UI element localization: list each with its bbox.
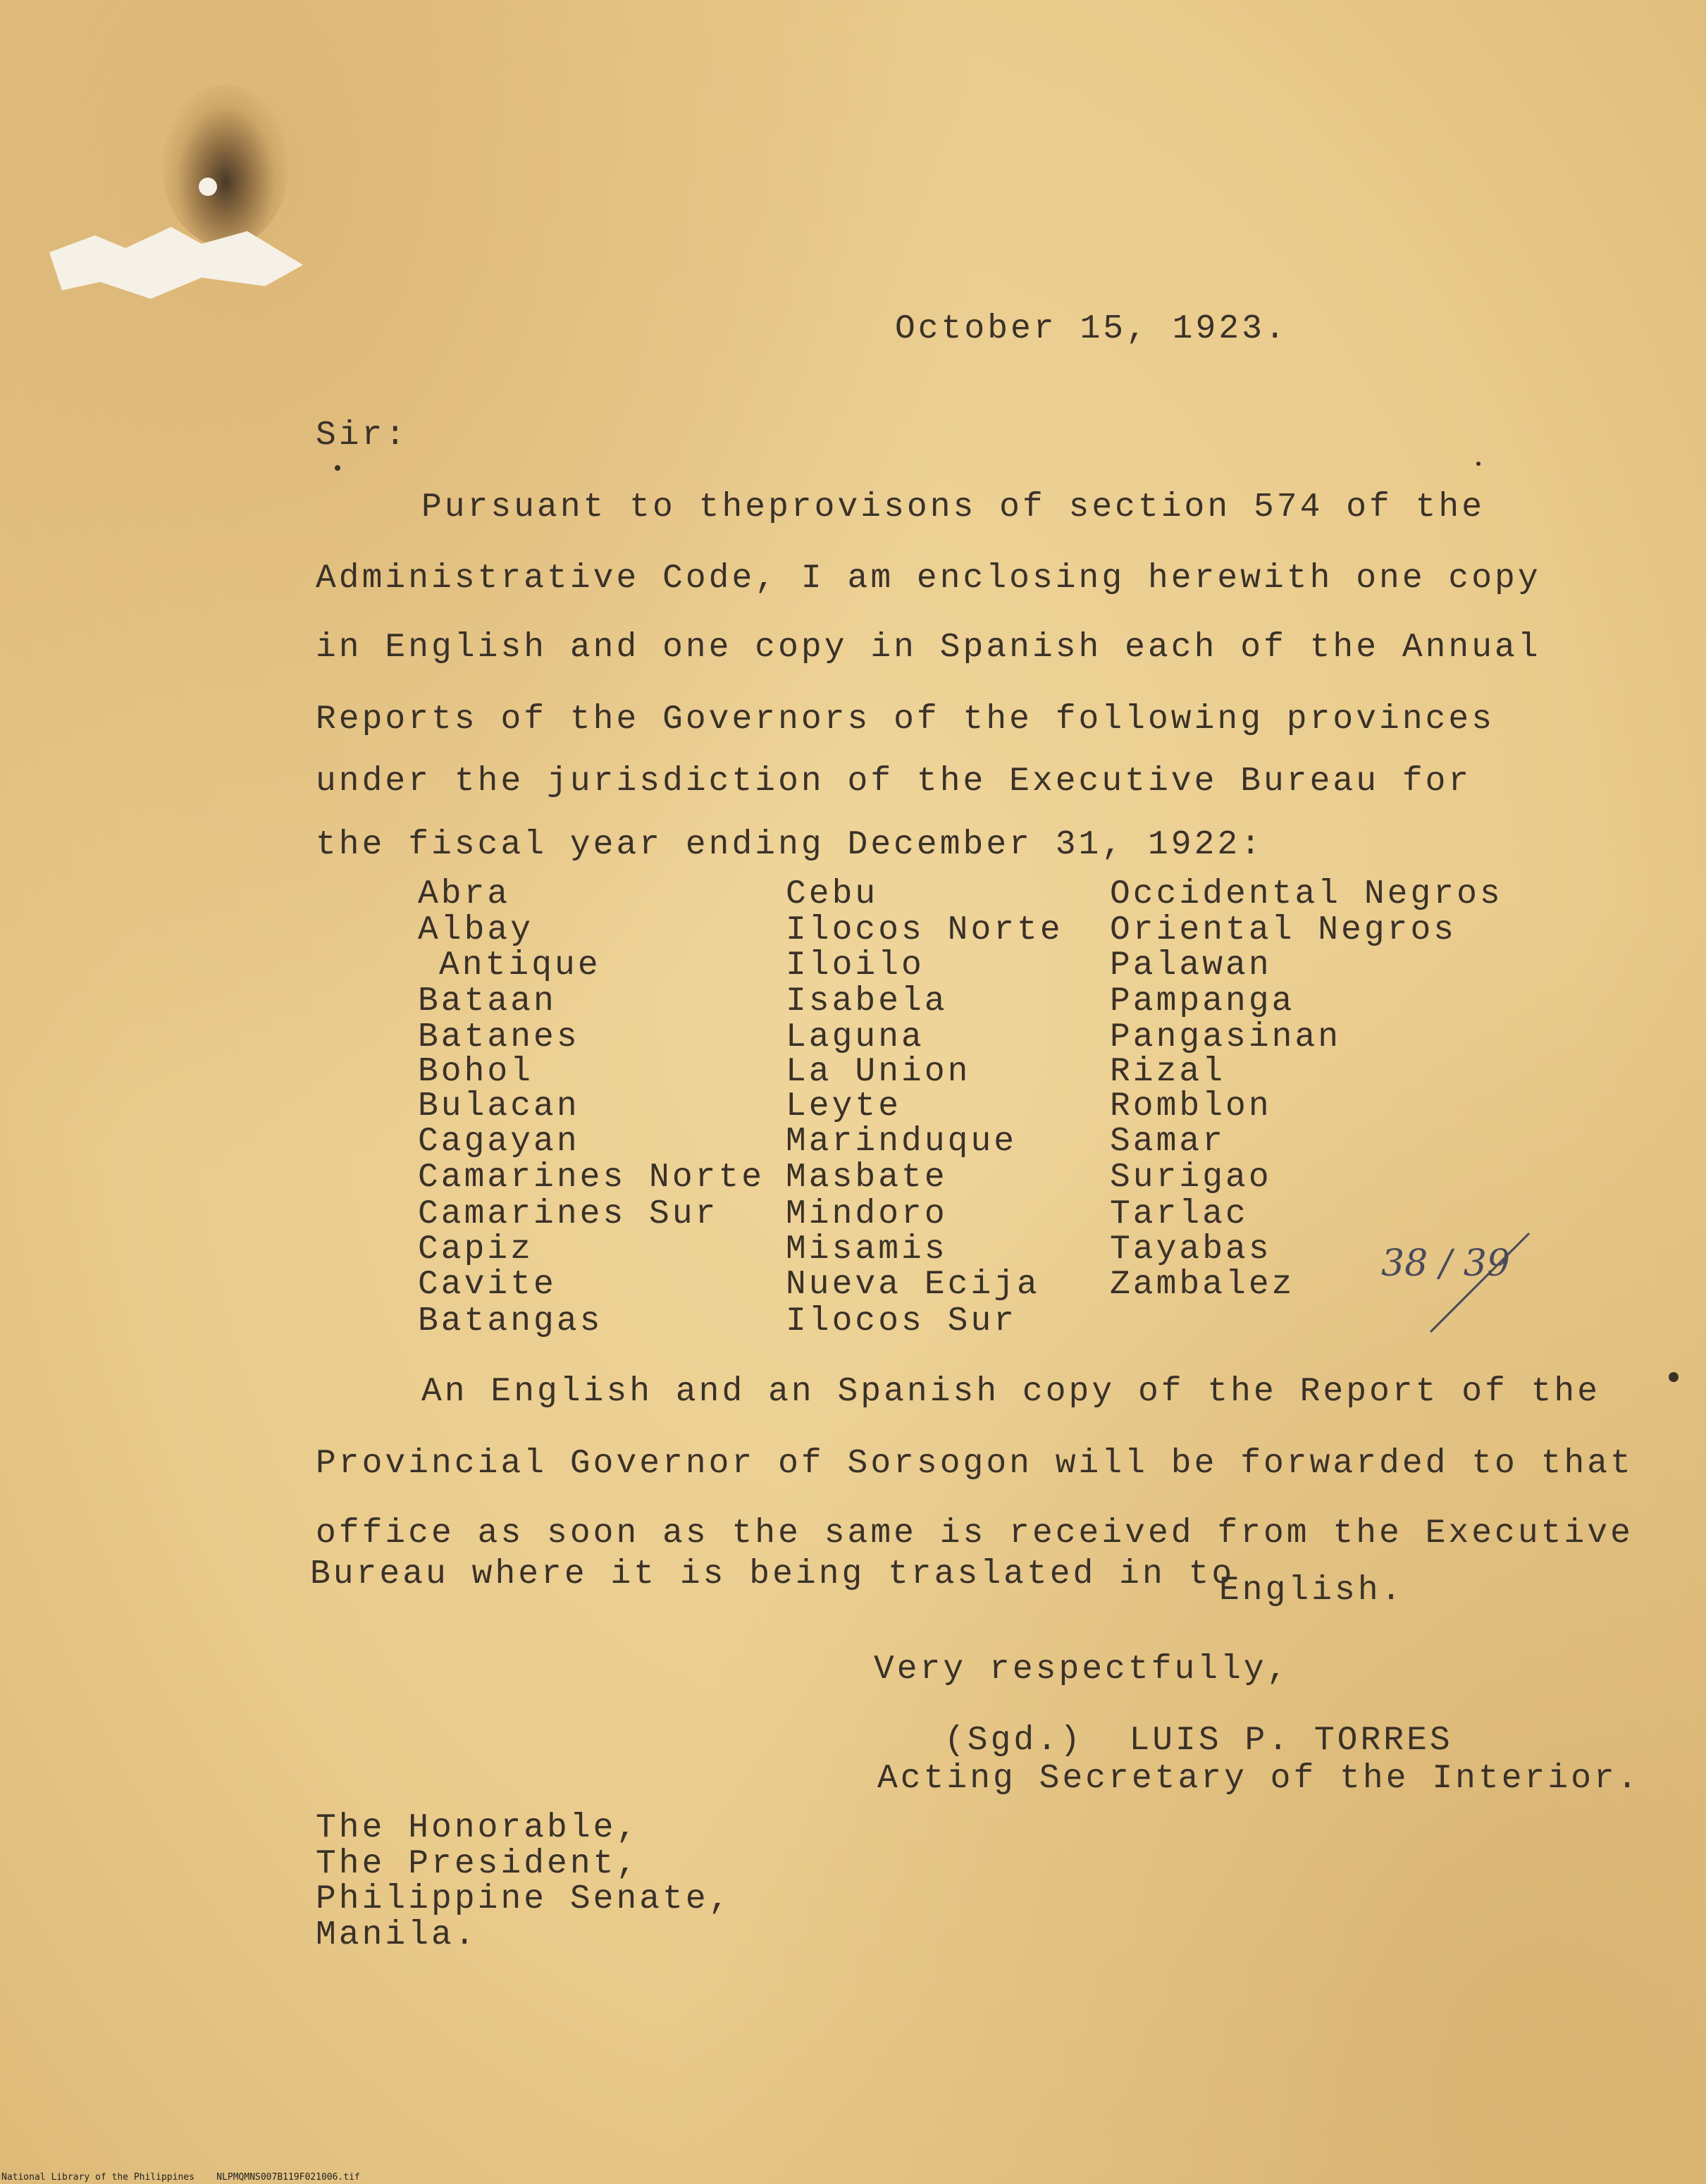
- letter-date: October 15, 1923.: [895, 310, 1288, 348]
- addressee-line: The Honorable,: [316, 1809, 640, 1847]
- province-name: Capiz: [418, 1230, 534, 1269]
- ink-speck: [1669, 1372, 1679, 1382]
- province-name: Cavite: [418, 1266, 557, 1304]
- province-name: Cebu: [786, 875, 879, 913]
- paragraph-tail: English.: [1219, 1572, 1404, 1610]
- province-name: Ilocos Sur: [786, 1302, 1018, 1340]
- province-name: Palawan: [1110, 946, 1272, 985]
- province-name: Misamis: [786, 1230, 948, 1269]
- addressee-line: Philippine Senate,: [316, 1880, 732, 1918]
- signature: (Sgd.) LUIS P. TORRES: [944, 1722, 1453, 1760]
- province-name: La Union: [786, 1053, 971, 1091]
- province-name: Camarines Sur: [418, 1195, 719, 1233]
- province-name: Antique: [439, 946, 601, 985]
- paragraph-line: office as soon as the same is received from the Executive: [316, 1514, 1633, 1553]
- torn-corner: [49, 218, 303, 303]
- province-name: Mindoro: [786, 1195, 948, 1233]
- province-name: Albay: [418, 911, 534, 949]
- province-name: Pangasinan: [1110, 1018, 1342, 1056]
- ink-speck: [1476, 462, 1481, 466]
- ink-speck: [335, 465, 340, 471]
- salutation: Sir:: [316, 417, 409, 455]
- province-name: Masbate: [786, 1159, 948, 1197]
- province-name: Ilocos Norte: [786, 911, 1063, 949]
- signature-title: Acting Secretary of the Interior.: [877, 1760, 1640, 1798]
- handwritten-page-note: [1367, 1226, 1550, 1353]
- province-name: Leyte: [786, 1087, 902, 1125]
- paragraph-line: the fiscal year ending December 31, 1922:: [316, 826, 1263, 864]
- province-name: Tayabas: [1110, 1230, 1272, 1269]
- closing: Very respectfully,: [874, 1651, 1290, 1689]
- province-name: Iloilo: [786, 946, 925, 985]
- archive-footer: National Library of the Philippines NLPMQMNS007B119F021006.tif: [1, 2172, 360, 2183]
- paragraph-line: An English and an Spanish copy of the Report of the: [421, 1373, 1601, 1411]
- paragraph-line: in English and one copy in Spanish each of the Annual: [316, 629, 1541, 667]
- province-name: Pampanga: [1110, 982, 1295, 1020]
- province-name: Bulacan: [418, 1087, 580, 1125]
- province-name: Cagayan: [418, 1123, 580, 1161]
- province-name: Laguna: [786, 1018, 925, 1056]
- burn-mark: [162, 85, 289, 247]
- paragraph-line: Administrative Code, I am enclosing herewith one copy: [316, 560, 1541, 598]
- paragraph-line: Reports of the Governors of the following provinces: [316, 701, 1495, 739]
- province-name: Romblon: [1110, 1087, 1272, 1125]
- province-name: Oriental Negros: [1110, 911, 1457, 949]
- province-name: Occidental Negros: [1110, 875, 1503, 913]
- province-name: Batanes: [418, 1018, 580, 1056]
- addressee-line: The President,: [316, 1845, 640, 1883]
- province-name: Bataan: [418, 982, 557, 1020]
- province-name: Camarines Norte: [418, 1159, 765, 1197]
- province-name: Zambalez: [1110, 1266, 1295, 1304]
- handwritten-note-text: 38 / 39: [1381, 1242, 1510, 1285]
- paragraph-line: Pursuant to theprovisons of section 574 of the: [421, 488, 1485, 526]
- province-name: Batangas: [418, 1302, 603, 1340]
- province-name: Bohol: [418, 1053, 534, 1091]
- province-name: Isabela: [786, 982, 948, 1020]
- province-name: Tarlac: [1110, 1195, 1249, 1233]
- province-name: Nueva Ecija: [786, 1266, 1040, 1304]
- province-name: Samar: [1110, 1123, 1226, 1161]
- paragraph-line: Bureau where it is being traslated in to: [310, 1555, 1235, 1593]
- addressee-line: Manila.: [316, 1916, 478, 1954]
- province-name: Marinduque: [786, 1123, 1018, 1161]
- paragraph-line: under the jurisdiction of the Executive Bureau for: [316, 763, 1472, 801]
- province-name: Abra: [418, 875, 511, 913]
- paper-hole: [199, 178, 217, 196]
- paragraph-line: Provincial Governor of Sorsogon will be forwarded to that: [316, 1445, 1633, 1483]
- province-name: Surigao: [1110, 1159, 1272, 1197]
- province-name: Rizal: [1110, 1053, 1226, 1091]
